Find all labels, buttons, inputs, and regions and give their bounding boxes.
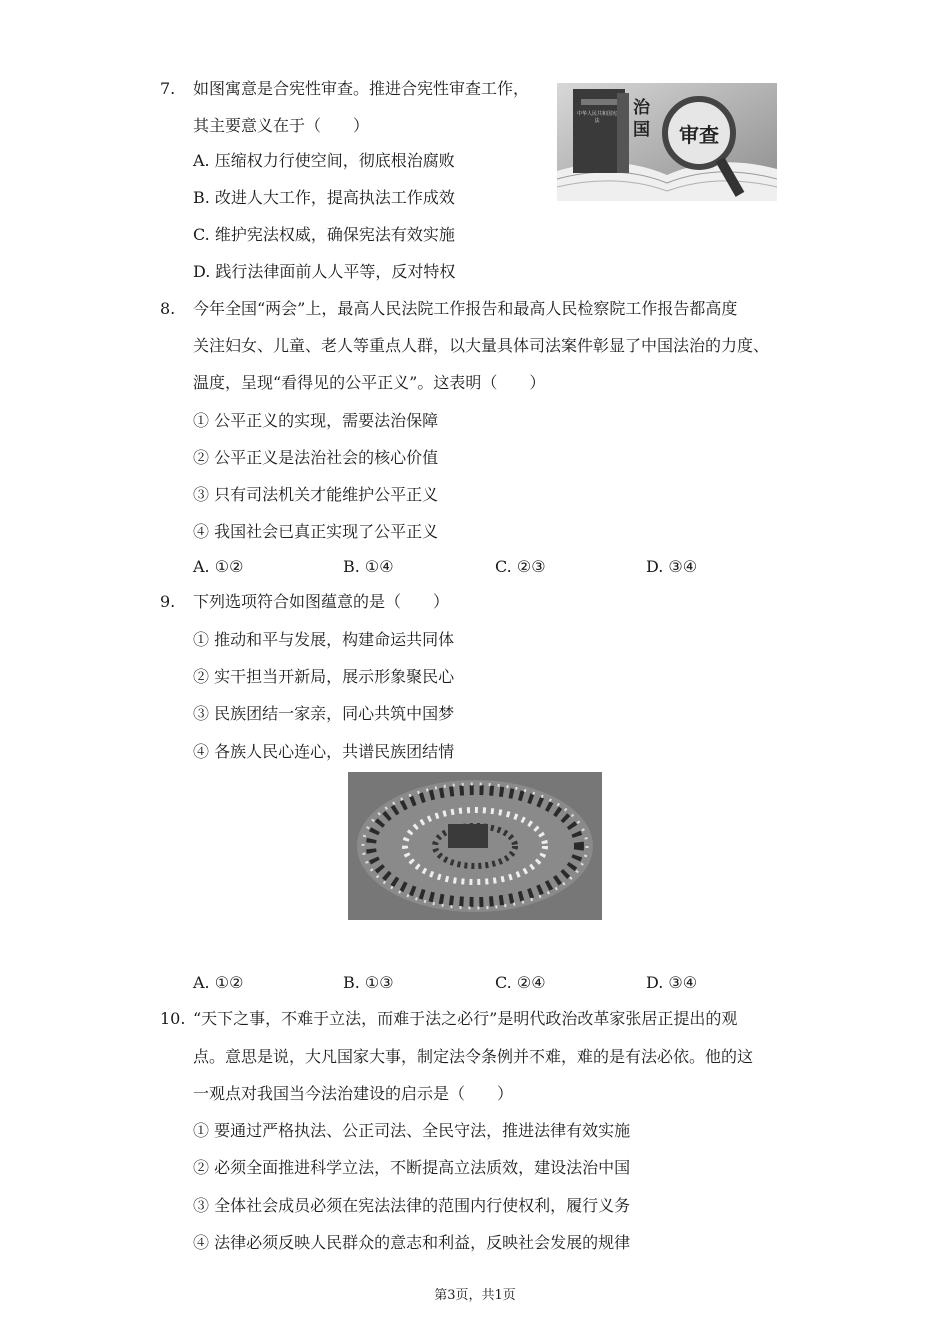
question-stem-line: 如图寓意是合宪性审查。推进合宪性审查工作， [193,79,530,98]
statement-4: ④ 我国社会已真正实现了公平正义 [193,522,439,541]
constitution-review-image [557,83,777,201]
question-stem-line: 一观点对我国当今法治建设的启示是（ ） [193,1084,514,1103]
question-stem-line: 今年全国“两会”上，最高人民法院工作报告和最高人民检察院工作报告都高度 [193,299,738,318]
statement-4: ④ 各族人民心连心，共谱民族团结情 [193,742,455,761]
option-c: C. 维护宪法权威，确保宪法有效实施 [193,225,455,244]
choice-d: D. ③④ [646,557,698,576]
option-b: B. 改进人大工作，提高执法工作成效 [193,188,455,207]
question-number: 10. [160,1009,186,1028]
choice-d: D. ③④ [646,973,698,992]
statement-2: ② 实干担当开新局，展示形象聚民心 [193,667,455,686]
ethnic-unity-dance-photo [348,772,602,920]
choice-c: C. ②④ [495,973,546,992]
statement-1: ① 公平正义的实现，需要法治保障 [193,411,439,430]
book-cover-text: 中华人民共和国宪法 [577,111,618,124]
review-label: 审查 [679,123,719,147]
statement-1: ① 推动和平与发展，构建命运共同体 [193,630,455,649]
question-stem-line: 温度，呈现“看得见的公平正义”。这表明（ ） [193,373,546,392]
option-d: D. 践行法律面前人人平等，反对特权 [193,262,456,281]
page-footer: 第3页，共1页 [434,1288,516,1303]
question-stem-line: “天下之事，不难于立法，而难于法之必行”是明代政治改革家张居正提出的观 [193,1009,738,1028]
statement-3: ③ 只有司法机关才能维护公平正义 [193,485,439,504]
question-stem-line: 点。意思是说，大凡国家大事，制定法令条例并不难，难的是有法必依。他的这 [193,1047,754,1066]
statement-1: ① 要通过严格执法、公正司法、全民守法，推进法律有效实施 [193,1121,631,1140]
question-stem-line: 其主要意义在于（ ） [193,116,370,135]
statement-3: ③ 民族团结一家亲，同心共筑中国梦 [193,704,455,723]
statement-2: ② 必须全面推进科学立法，不断提高立法质效，建设法治中国 [193,1158,631,1177]
statement-3: ③ 全体社会成员必须在宪法法律的范围内行使权利，履行义务 [193,1196,631,1215]
question-number: 9. [160,592,176,611]
question-number: 7. [160,79,176,98]
statement-4: ④ 法律必须反映人民群众的意志和利益，反映社会发展的规律 [193,1233,631,1252]
calligraphy-text: 治国 [633,98,650,140]
choice-c: C. ②③ [495,557,546,576]
question-stem-line: 关注妇女、儿童、老人等重点人群，以大量具体司法案件彰显了中国法治的力度、 [193,336,770,355]
option-a: A. 压缩权力行使空间，彻底根治腐败 [193,151,455,170]
choice-a: A. ①② [193,557,244,576]
question-number: 8. [160,299,176,318]
choice-b: B. ①③ [343,973,394,992]
question-stem-line: 下列选项符合如图蕴意的是（ ） [193,592,450,611]
statement-2: ② 公平正义是法治社会的核心价值 [193,448,439,467]
choice-b: B. ①④ [343,557,394,576]
choice-a: A. ①② [193,973,244,992]
